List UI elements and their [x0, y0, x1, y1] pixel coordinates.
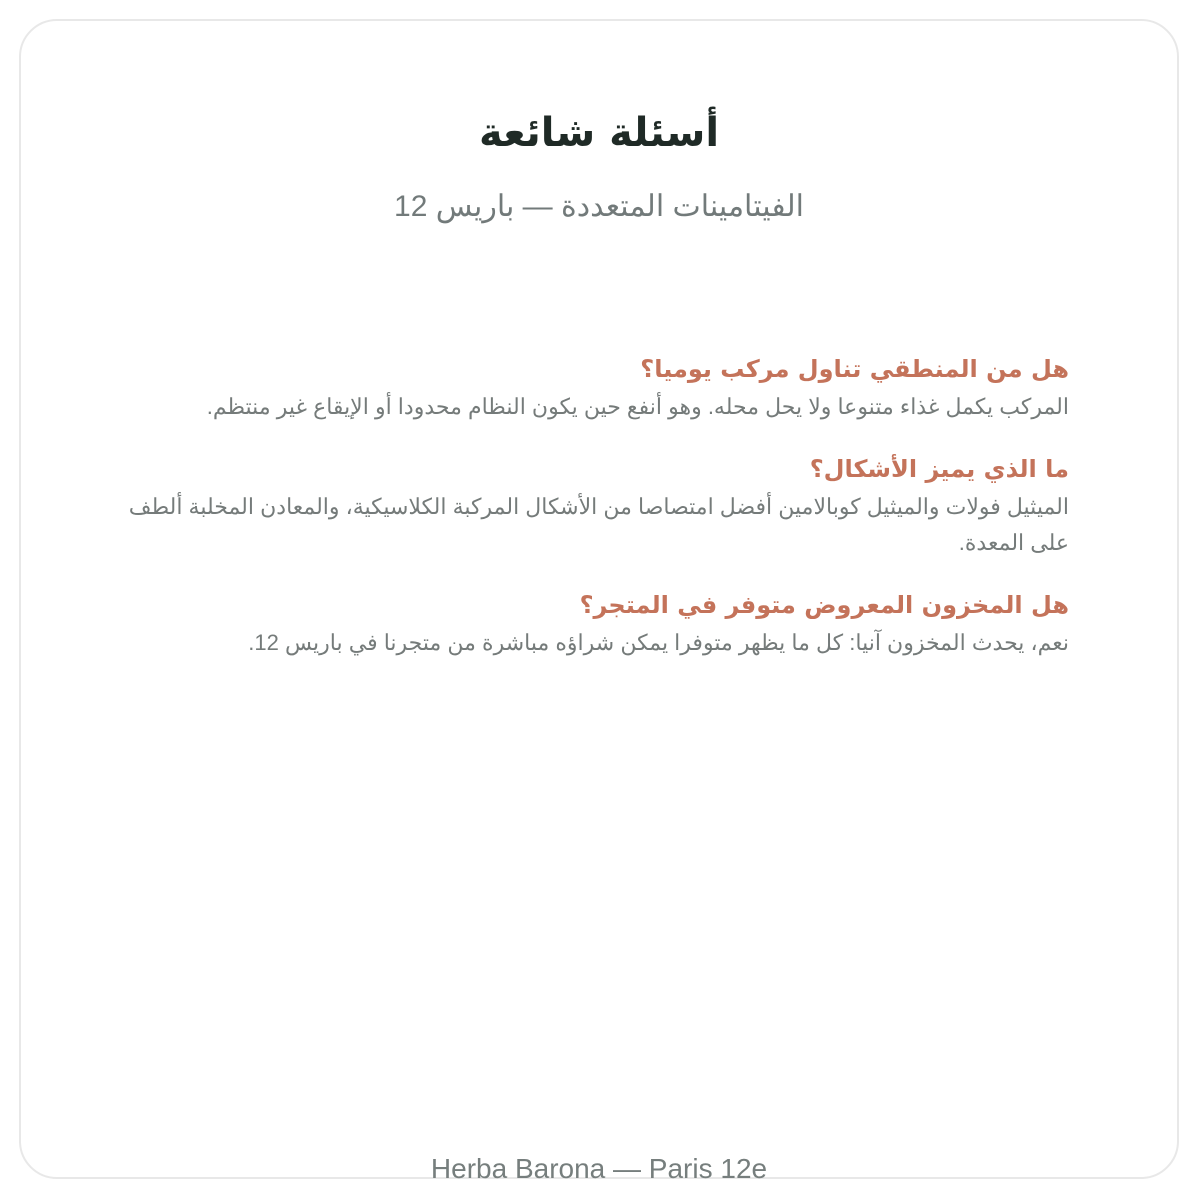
faq-answer: الميثيل فولات والميثيل كوبالامين أفضل امتصاصا من الأشكال المركبة الكلاسيكية، والمعادن المخلبة ألطف على المعدة. [128, 494, 1069, 555]
faq-question: هل المخزون المعروض متوفر في المتجر؟ [579, 591, 1069, 619]
faq-question: هل من المنطقي تناول مركب يوميا؟ [640, 355, 1069, 383]
footer-brand: Herba Barona — Paris 12e [430, 1153, 768, 1184]
faq-item [123, 585, 1069, 661]
page-subtitle: الفيتامينات المتعددة — باريس 12 [394, 190, 804, 223]
faq-answer: المركب يكمل غذاء متنوعا ولا يحل محله. وهو أنفع حين يكون النظام محدودا أو الإيقاع غير منتظم. [206, 394, 1069, 419]
faq-item [123, 349, 1069, 425]
faq-item [123, 449, 1069, 561]
page-title: أسئلة شائعة [478, 110, 720, 156]
faq-answer: نعم، يحدث المخزون آنيا: كل ما يظهر متوفرا يمكن شراؤه مباشرة من متجرنا في باريس 12. [248, 630, 1069, 655]
faq-card [19, 19, 1179, 1184]
faq-question: ما الذي يميز الأشكال؟ [809, 455, 1069, 483]
faq-list [123, 349, 1069, 685]
